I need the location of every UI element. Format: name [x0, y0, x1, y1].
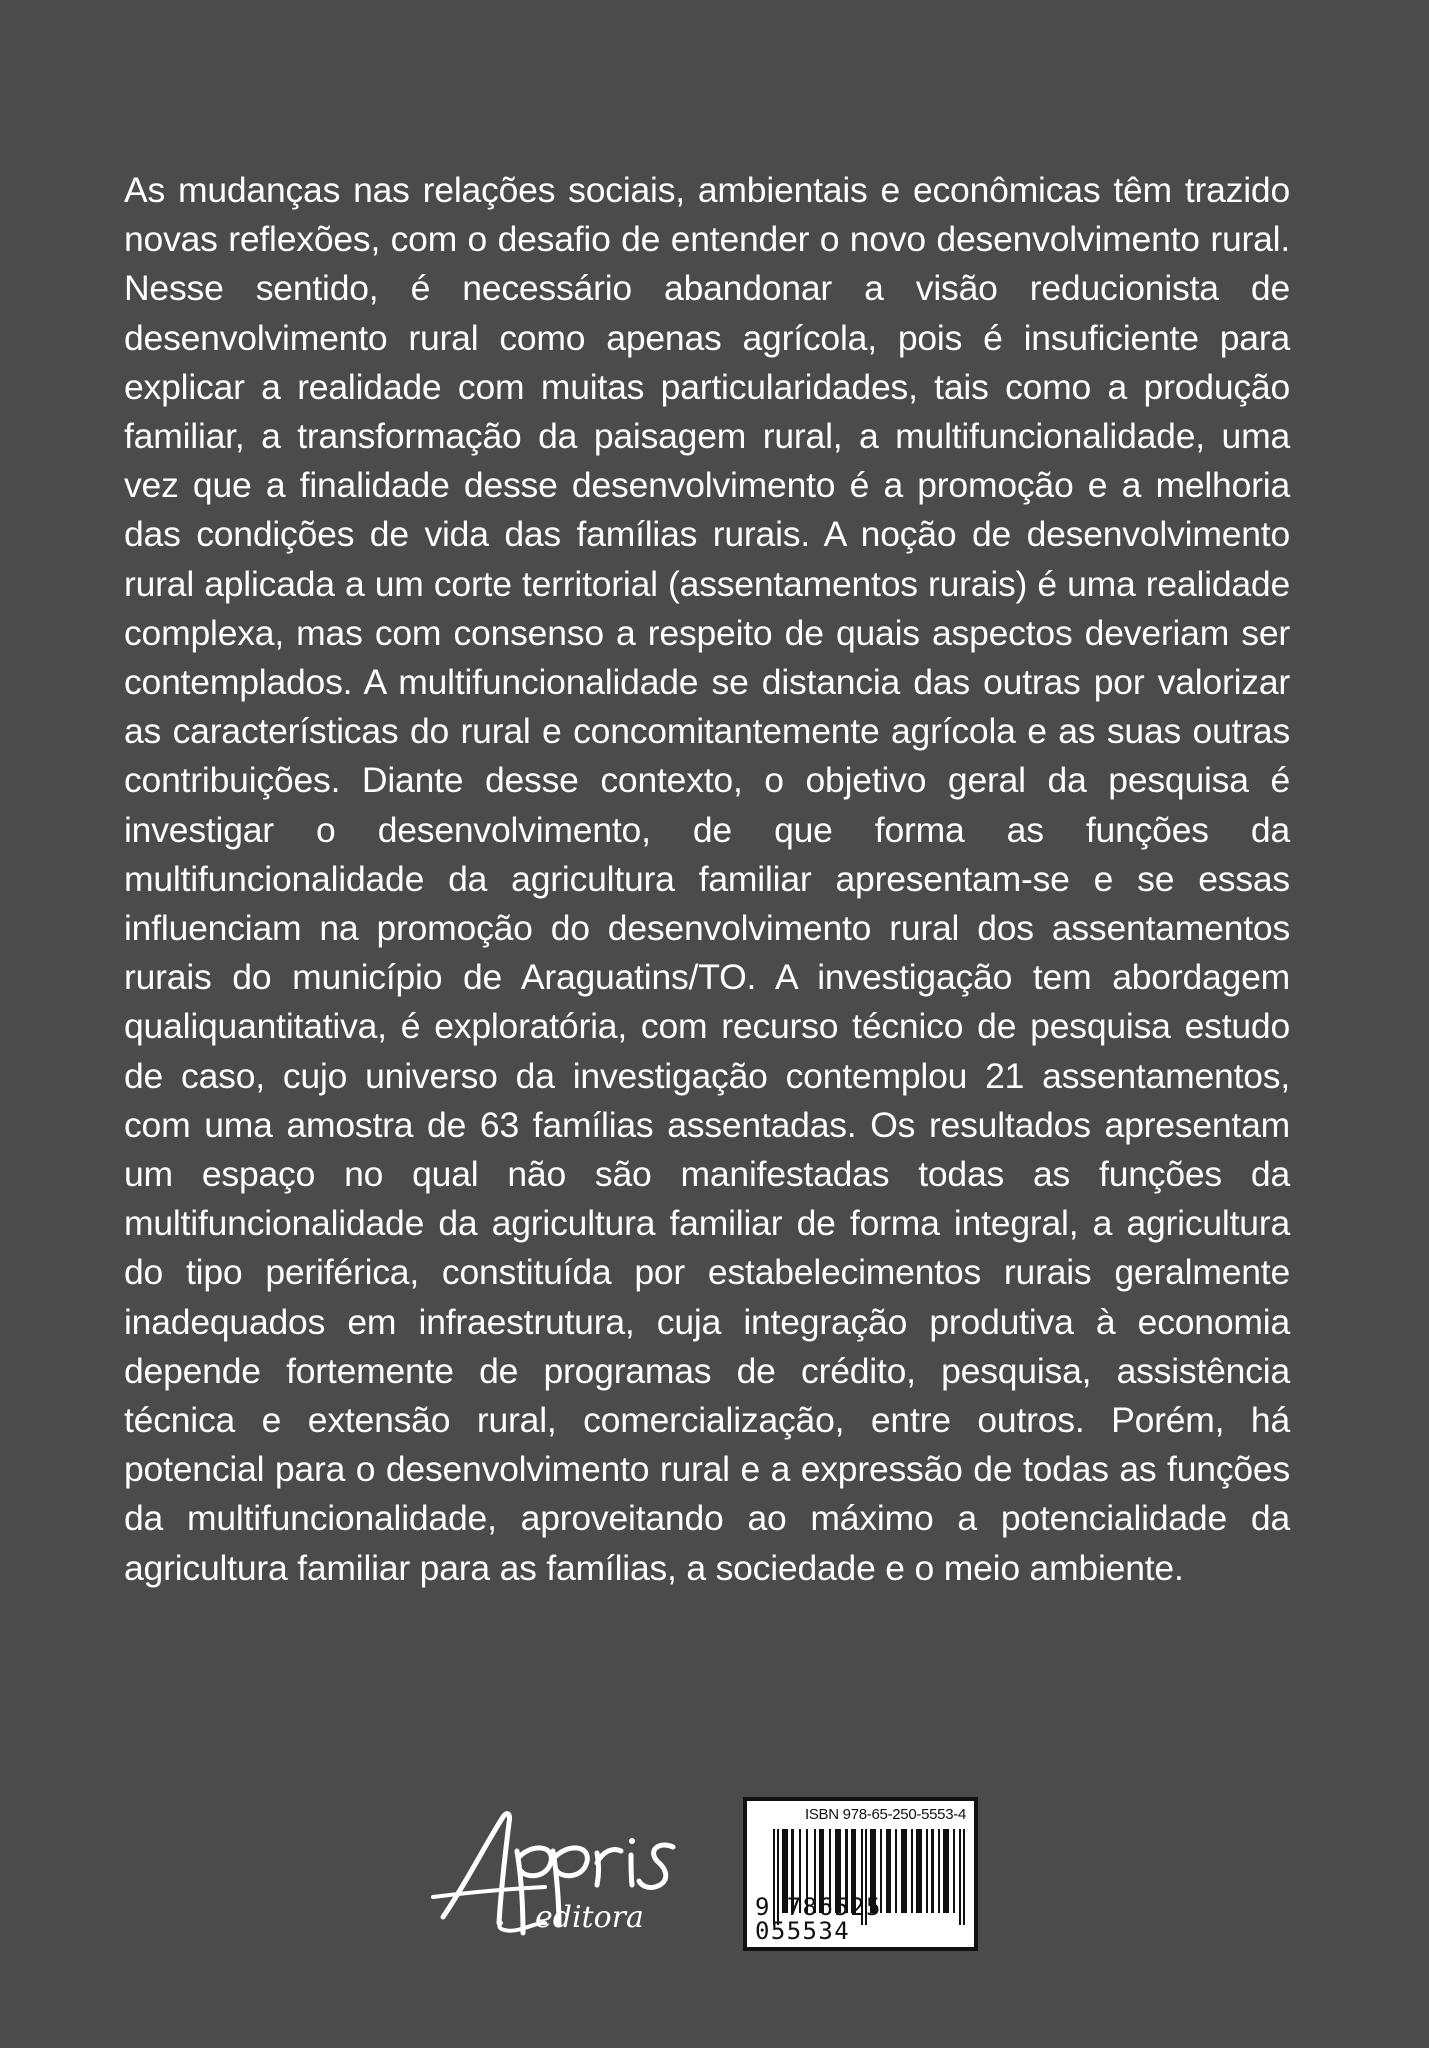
synopsis-text: As mudanças nas relações sociais, ambientais e econômicas têm trazido novas reflexões, com o desafio de entender o novo desenvolvimento rural. Nesse sentido, é necessário abandonar a visão reducionista de desenvolvimento rural como apenas agrícola, pois é insuficiente para explicar a realidade com muitas particularidades, tais como a produção familiar, a transformação da paisagem rural, a multifuncionalidade, uma vez que a finalidade desse desenvolvimento é a promoção e a melhoria das condições de vida das famílias rurais. A noção de desenvolvimento rural aplicada a um corte territorial (assentamentos rurais) é uma realidade complexa, mas com consenso a respeito de quais aspectos deveriam ser contemplados. A multifuncionalidade se distancia das outras por valorizar as características do rural e concomitantemente agrícola e as suas outras contribuições. Diante desse contexto, o objetivo geral da pesquisa é investigar o desenvolvimento, de que forma as funções da multifuncionalidade da agricultura familiar apresentam-se e se essas influenciam na promoção do desenvolvimento rural dos assentamentos rurais do município de Araguatins/TO. A investigação tem abordagem qualiquantitativa, é exploratória, com recurso técnico de pesquisa estudo de caso, cujo universo da investigação contemplou 21 assentamentos, com uma amostra de 63 famílias assentadas. Os resultados apresentam um espaço no qual não são manifestadas todas as funções da multifuncionalidade da agricultura familiar de forma integral, a agricultura do tipo periférica, constituída por estabelecimentos rurais geralmente inadequados em infraestrutura, cuja integração produtiva à economia depende fortemente de programas de crédito, pesquisa, assistência técnica e extensão rural, comercialização, entre outros. Porém, há potencial para o desenvolvimento rural e a expressão de todas as funções da multifuncionalidade, aproveitando ao máximo a potencialidade da agricultura familiar para as famílias, a sociedade e o meio ambiente.	[124, 170, 1290, 1588]
ean-digits: 9 786525 055534	[755, 1893, 882, 1945]
appris-editora-logo-icon	[425, 1805, 695, 1940]
isbn-barcode	[743, 1797, 978, 1951]
svg-text:editora: editora	[535, 1900, 644, 1935]
isbn-label: ISBN 978-65-250-5553-4	[804, 1806, 966, 1823]
